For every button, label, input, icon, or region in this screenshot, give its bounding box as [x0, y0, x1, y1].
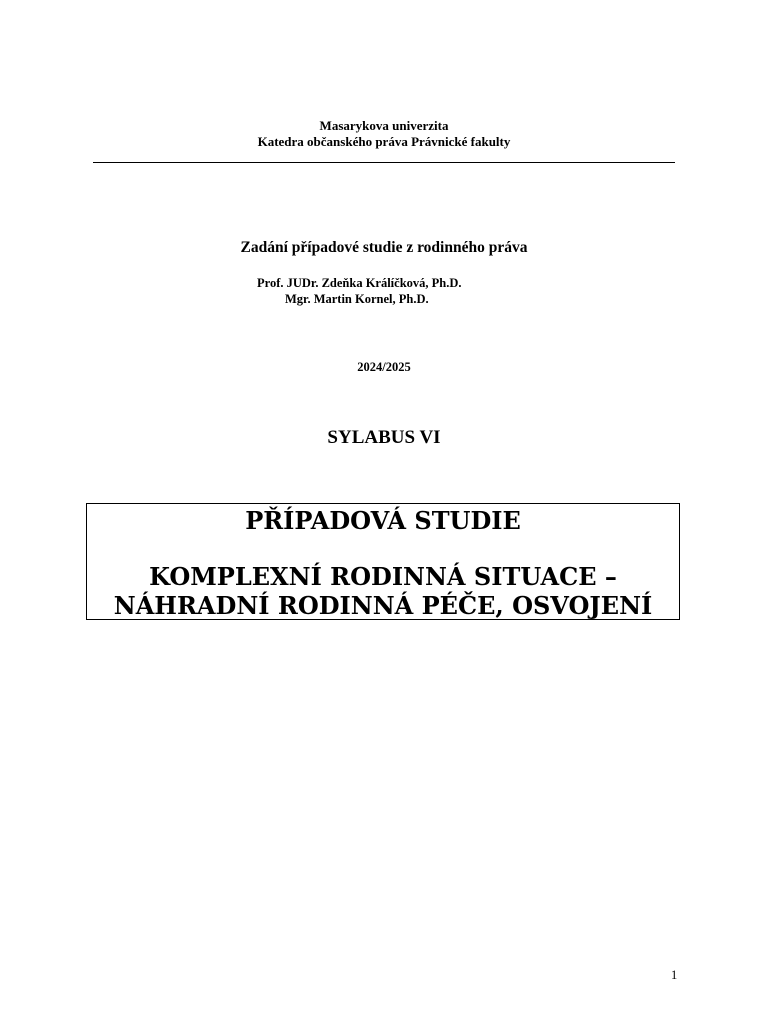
academic-year: 2024/2025 [357, 360, 411, 374]
author-2: Mgr. Martin Kornel, Ph.D. [285, 292, 429, 306]
case-study-subtitle-line-2: NÁHRADNÍ RODINNÁ PÉČE, OSVOJENÍ [113, 591, 653, 620]
department-name: Katedra občanského práva Právnické fakulty [257, 134, 511, 149]
author-1: Prof. JUDr. Zdeňka Králíčková, Ph.D. [257, 276, 462, 290]
university-name: Masarykova univerzita [319, 118, 449, 133]
assignment-title: Zadání případové studie z rodinného práva [240, 239, 528, 256]
syllabus-heading: SYLABUS VI [327, 427, 441, 448]
case-study-subtitle-line-1: KOMPLEXNÍ RODINNÁ SITUACE – [149, 562, 617, 591]
case-study-title-box [86, 503, 680, 620]
page-number: 1 [671, 968, 678, 982]
case-study-heading: PŘÍPADOVÁ STUDIE [245, 506, 521, 535]
header-divider [93, 162, 675, 163]
